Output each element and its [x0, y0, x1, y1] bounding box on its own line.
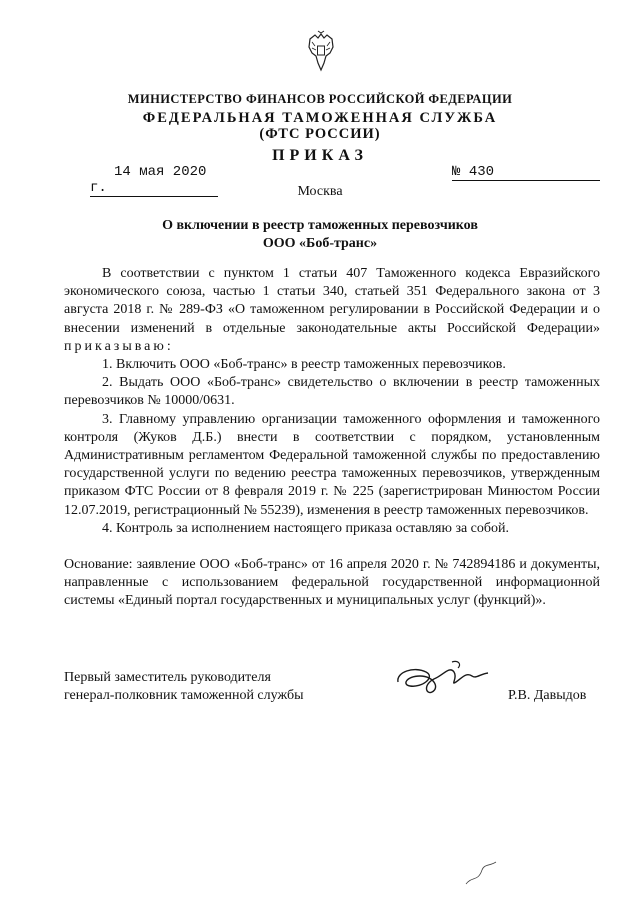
ministry-name: МИНИСТЕРСТВО ФИНАНСОВ РОССИЙСКОЙ ФЕДЕРАЦИИ [127, 92, 513, 106]
title-line-2: ООО «Боб-транс» [262, 236, 378, 251]
signatory-position [64, 669, 303, 705]
item-1: 1. Включить ООО «Боб-транс» в реестр таможенных перевозчиков. [102, 357, 506, 373]
city: Москва [297, 184, 343, 199]
order-word: приказываю: [64, 338, 174, 354]
basis-paragraph: Основание: заявление ООО «Боб-транс» от 16 апреля 2020 г. № 742894186 и документы, направленные с использованием федеральной государственной информационной системы «Единый портал государственных и муниципальных услуг (функций)». [64, 557, 600, 609]
intro-paragraph [64, 265, 600, 356]
number-label: № [452, 164, 461, 180]
signatory-name: Р.В. Давыдов [508, 688, 587, 703]
document-type: ПРИКАЗ [272, 147, 368, 164]
title-line-1: О включении в реестр таможенных перевозчиков [162, 218, 478, 233]
order-number: 430 [468, 164, 495, 180]
position-line-1: Первый заместитель руководителя [64, 670, 271, 685]
item-2: 2. Выдать ООО «Боб-транс» свидетельство о включении в реестр таможенных перевозчиков № 10000/0631. [64, 375, 600, 409]
order-number-field [452, 164, 600, 181]
service-name: ФЕДЕРАЛЬНАЯ ТАМОЖЕННАЯ СЛУЖБА [142, 110, 498, 126]
handwritten-signature-icon [392, 652, 502, 702]
stray-mark-icon [462, 858, 502, 888]
coat-of-arms-emblem-icon [306, 30, 336, 74]
document-title [0, 217, 640, 253]
order-date: 14 мая 2020 г. [90, 164, 207, 196]
item-4: 4. Контроль за исполнением настоящего приказа оставляю за собой. [102, 520, 510, 536]
item-3: 3. Главному управлению организации таможенного оформления и таможенного контроля (Жуков Д.Б.) внести в соответствии с порядком, установленным Административным регламентом Федеральной таможенной службы по предоставлению государственной услуги по ведению реестра таможенных перевозчиков, утвержденным приказом ФТС России от 8 февраля 2019 г. № 225 (зарегистрирован Минюстом России 12.07.2019, регистрационный № 55239), изменения в реестр таможенных перевозчиков. [64, 411, 600, 518]
intro-text: В соответствии с пунктом 1 статьи 407 Таможенного кодекса Евразийского экономического союза, частью 1 статьи 340, статьей 351 Федерального закона от 3 августа 2018 г. № 289-ФЗ «О таможенном регулировании в Российской Федерации и о внесении изменений в отдельные законодательные акты Российской Федерации» [64, 266, 600, 336]
position-line-2: генерал-полковник таможенной службы [64, 688, 304, 704]
service-short-name: (ФТС РОССИИ) [259, 126, 381, 142]
document-body [64, 265, 600, 611]
